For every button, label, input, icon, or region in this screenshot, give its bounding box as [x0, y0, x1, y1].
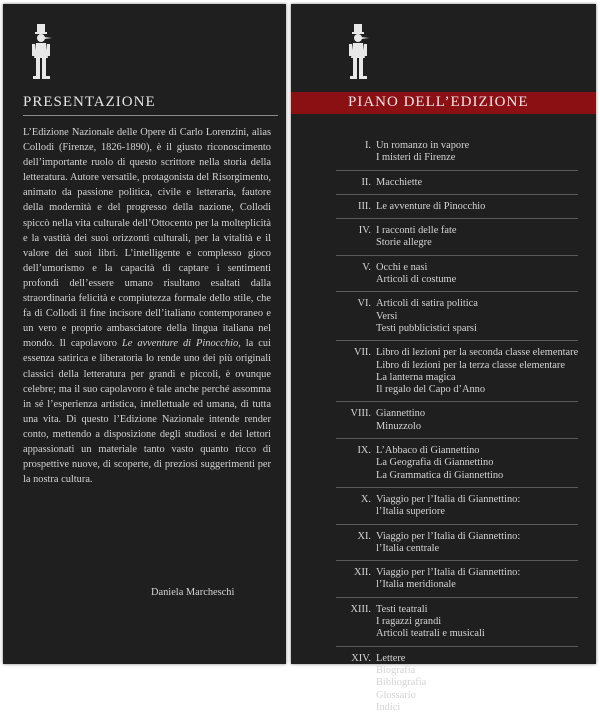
presentation-panel: [3, 4, 286, 664]
volume-title: Giannettino: [376, 408, 426, 420]
volume-title: Articoli di satira politica: [376, 298, 478, 310]
volume-number: XIV.: [351, 652, 371, 664]
volume-title: Storie allegre: [376, 237, 432, 249]
presentation-text-part-1: L’Edizione Nazionale delle Opere di Carlo Lorenzini, alias Collodi (Firenze, 1826-1890), è il giusto riconoscimento dell’importante ruolo di questo scrittore nella storia della letteratura. Autore versatile, protagonista del Risorgimento, animato da passione politica, civile e letteraria, fautore della modernità e del progresso della nazione, Collodi spiccò nella vita culturale dell’Ottocento per la molteplicità e la vastità dei suoi orizzonti culturali, per la vitalità e il valore dei suoi libri. L’intelligente e complesso gioco dell’umorismo e la capacità di captare i sentimenti profondi dell’essere umano risultano esaltati dalla straordinaria felicità e compiutezza formale dello stile, che fa di Collodi il fine incisore dell’italiano contemporaneo e un vero e proprio ambasciatore della lingua italiana nel mondo. Il capolavoro: [23, 127, 271, 350]
volume-title: l’Italia superiore: [376, 506, 445, 518]
volume-title: I ragazzi grandi: [376, 616, 442, 628]
volume-titles: [376, 177, 578, 189]
presentation-text-part-2: , la cui essenza satirica e liberatoria lo rende uno dei più originali classici della letteratura per grandi e piccoli, è ovunque celebre; ma il suo capolavoro è tale anche perché assomma in sé l’esperienza artistica, intellettuale ed umana, di tutta una vita. Di questo l’Edizione Nazionale intende render conto, mettendo a disposizione degli studiosi e dei lettori appassionati un materiale tanto vasto quanto ricco di prospettive nuove, di scoperte, di preziosi suggerimenti per la nostra cultura.: [23, 338, 271, 486]
volume-entry: [336, 653, 578, 719]
author-signature: Daniela Marcheschi: [151, 587, 235, 598]
volume-title: Libro di lezioni per la seconda classe elementare: [376, 347, 579, 359]
volume-entry: [336, 494, 578, 525]
volume-number: V.: [362, 261, 371, 273]
volume-titles: [376, 140, 578, 165]
volume-entry: [336, 347, 578, 402]
heading-divider: [23, 115, 278, 116]
volume-title: La Geografia di Giannettino: [376, 457, 494, 469]
volume-number: II.: [361, 176, 371, 188]
volume-title: Macchiette: [376, 176, 423, 188]
volume-title: Le avventure di Pinocchio: [376, 200, 486, 212]
volume-title: Articoli di costume: [376, 274, 457, 286]
volume-title: Testi pubblicistici sparsi: [376, 322, 477, 334]
volume-title: l’Italia centrale: [376, 542, 440, 554]
edition-plan-heading-bar: [291, 92, 596, 114]
volume-titles: [376, 653, 578, 714]
volume-number: XI.: [357, 530, 371, 542]
volume-title: Indici: [376, 701, 401, 713]
volume-title: La Grammatica di Giannettino: [376, 469, 504, 481]
volume-title: Bibliografia: [376, 677, 427, 689]
volume-titles: [376, 494, 578, 519]
volume-title: Viaggio per l’Italia di Giannettino:: [376, 567, 521, 579]
volume-entry: [336, 140, 578, 171]
volume-number: VII.: [353, 347, 371, 359]
volume-entry: [336, 567, 578, 598]
volume-number: III.: [358, 200, 371, 212]
volume-number: I.: [364, 140, 371, 151]
volume-title: Articoli teatrali e musicali: [376, 628, 485, 640]
volume-titles: [376, 225, 578, 250]
volume-title: l’Italia meridionale: [376, 579, 456, 591]
volume-title: Il regalo del Capo d’Anno: [376, 384, 486, 396]
volume-title: Un romanzo in vapore: [376, 140, 470, 151]
volume-list: [291, 140, 596, 725]
volume-number: VI.: [357, 298, 371, 310]
volume-number: XIII.: [350, 603, 371, 615]
volume-entry: [336, 262, 578, 293]
volume-number: X.: [360, 493, 371, 505]
volume-entry: [336, 445, 578, 488]
volume-entry: [336, 225, 578, 256]
volume-title: La lanterna magica: [376, 371, 456, 383]
volume-number: IV.: [358, 225, 371, 237]
presentation-heading: PRESENTAZIONE: [23, 94, 156, 110]
edition-plan-panel: [291, 4, 596, 713]
volume-titles: [376, 445, 578, 482]
presentation-text: [23, 125, 271, 487]
volume-entry: [336, 177, 578, 195]
pinocchio-title-italic: Le avventure di Pinocchio: [121, 338, 239, 350]
volume-title: I racconti delle fate: [376, 225, 457, 237]
volume-number: VIII.: [350, 408, 371, 420]
volume-title: Libro di lezioni per la terza classe elementare: [376, 359, 565, 371]
pinocchio-silhouette-icon: [26, 24, 56, 84]
volume-titles: [376, 201, 578, 213]
edition-plan-heading: PIANO DELL’EDIZIONE: [348, 94, 529, 110]
volume-title: Versi: [376, 310, 398, 322]
volume-title: I misteri di Firenze: [376, 152, 456, 164]
volume-entry: [336, 408, 578, 439]
volume-number: XII.: [353, 567, 371, 579]
volume-title: Biografia: [376, 664, 416, 676]
volume-titles: [376, 567, 578, 592]
volume-title: Occhi e nasi: [376, 261, 428, 273]
volume-title: Glossario: [376, 689, 416, 701]
volume-titles: [376, 262, 578, 287]
volume-title: Viaggio per l’Italia di Giannettino:: [376, 493, 521, 505]
volume-titles: [376, 298, 578, 335]
volume-title: L’Abbaco di Giannettino: [376, 445, 480, 457]
volume-titles: [376, 408, 578, 433]
volume-entry: [336, 201, 578, 219]
volume-titles: [376, 531, 578, 556]
volume-number: IX.: [357, 445, 371, 457]
volume-entry: [336, 604, 578, 647]
volume-titles: [376, 604, 578, 641]
pinocchio-silhouette-icon: [343, 24, 373, 84]
volume-titles: [376, 347, 578, 396]
volume-title: Minuzzolo: [376, 420, 422, 432]
volume-title: Lettere: [376, 652, 406, 664]
volume-entry: [336, 531, 578, 562]
volume-title: Testi teatrali: [376, 603, 428, 615]
volume-entry: [336, 298, 578, 341]
volume-title: Viaggio per l’Italia di Giannettino:: [376, 530, 521, 542]
